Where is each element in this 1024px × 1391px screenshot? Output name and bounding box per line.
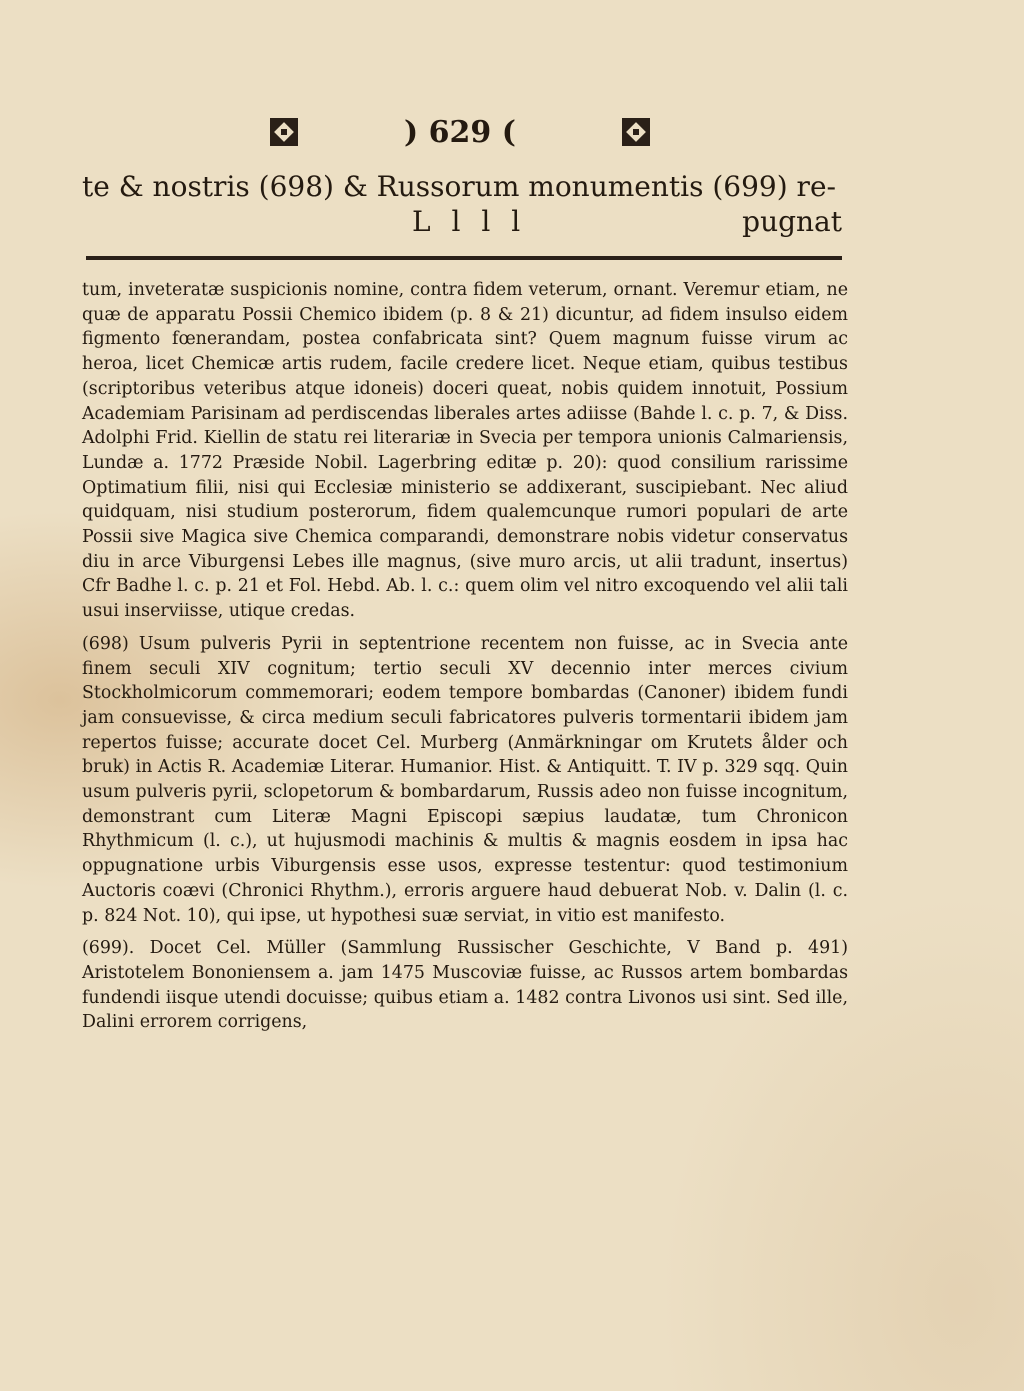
ornament-icon xyxy=(270,118,298,146)
catchword: pugnat xyxy=(742,205,842,238)
footnote-paragraph: tum, inveteratæ suspicionis nomine, contra fidem veterum, ornant. Veremur etiam, ne quæ de apparatu Possii Chemico ibidem (p. 8 & 21) dicuntur, ad fidem insulso eidem figmento fœnerandam, postea confabricata sint? Quem magnum fuisse virum ac heroa, licet Chemicæ artis rudem, facile credere licet. Neque etiam, quibus testibus (scriptoribus veteribus atque idoneis) doceri queat, nobis quidem innotuit, Possium Academiam Parisinam ad perdiscendas liberales artes adiisse (Bahde l. c. p. 7, & Diss. Adolphi Frid. Kiellin de statu rei literariæ in Svecia per tempora unionis Calmariensis, Lundæ a. 1772 Præside Nobil. Lagerbring editæ p. 20): quod consilium rarissime Optimatium filii, nisi qui Ecclesiæ ministerio se addixerant, suscipiebant. Nec aliud quidquam, nisi studium posterorum, fidem qualemcunque rumori populari de arte Possii sive Magica sive Chemica comparandi, demonstrare nobis videtur conservatus diu in arce Viburgensi Lebes ille magnus, (sive muro arcis, ut alii tradunt, insertus) Cfr Badhe l. c. p. 21 et Fol. Hebd. Ab. l. c.: quem olim vel nitro excoquendo vel alii tali usui inserviisse, utique credas. xyxy=(82,280,848,622)
separator-rule xyxy=(86,256,842,260)
footnote-paragraph: (698) Usum pulveris Pyrii in septentrione recentem non fuisse, ac in Svecia ante finem seculi XIV cognitum; tertio seculi XV decennio inter merces civium Stockholmicorum commemorari; eodem tempore bombardas (Canoner) ibidem fundi jam consuevisse, & circa medium seculi fabricatores pulveris tormentarii ibidem jam repertos fuisse; accurate docet Cel. Murberg (Anmärkningar om Krutets ålder och bruk) in Actis R. Academiæ Literar. Humanior. Hist. & Antiquitt. T. IV p. 329 sqq. Quin usum pulveris pyrii, sclopetorum & bombardarum, Russis adeo non fuisse incognitum, demonstrant cum Literæ Magni Episcopi sæpius laudatæ, tum Chronicon Rhythmicum (l. c.), ut hujusmodi machinis & multis & magnis eosdem in ipsa hac oppugnatione urbis Viburgensis esse usos, expresse testentur: quod testimonium Auctoris coævi (Chronici Rhythm.), erroris arguere haud debuerat Nob. v. Dalin (l. c. p. 824 Not. 10), qui ipse, ut hypothesi suæ serviat, in vitio est manifesto. xyxy=(82,633,848,926)
signature-mark: L l l l xyxy=(412,205,527,238)
ornament-icon xyxy=(622,118,650,146)
reference-text: te & nostris (698) & Russorum monumentis (699) re- xyxy=(82,170,836,203)
page-header xyxy=(270,112,650,152)
signature-line xyxy=(82,205,842,245)
footnote-body xyxy=(82,278,848,1035)
footnote-paragraph: (699). Docet Cel. Müller (Sammlung Russischer Geschichte, V Band p. 491) Aristotelem Bononiensem a. jam 1475 Muscoviæ fuisse, ac Russos artem bombardas fundendi iisque utendi docuisse; quibus etiam a. 1482 contra Livonos usi sint. Sed ille, Dalini errorem corrigens, xyxy=(82,938,848,1033)
page-number: ) 629 ( xyxy=(404,114,516,150)
